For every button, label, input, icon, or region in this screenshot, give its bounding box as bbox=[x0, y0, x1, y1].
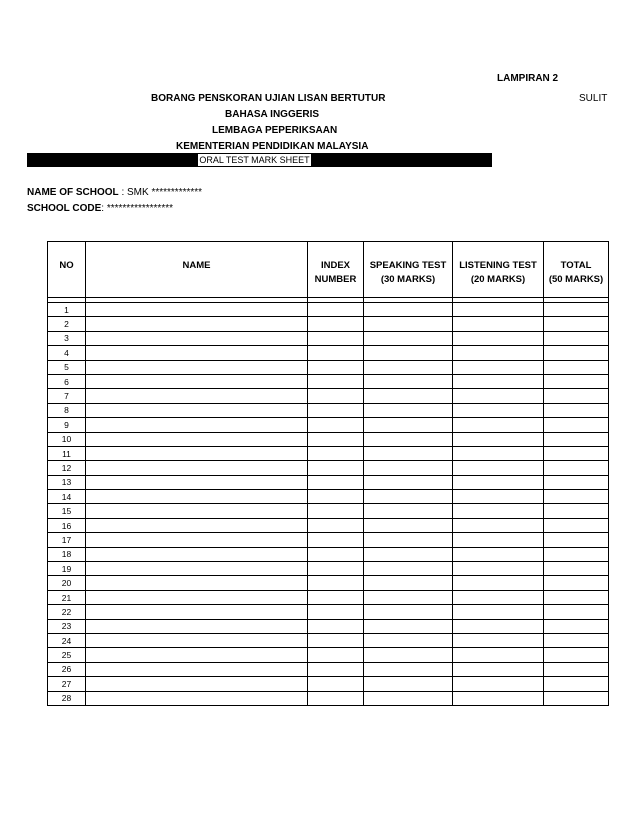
row-number: 11 bbox=[48, 446, 86, 460]
speaking-cell[interactable] bbox=[364, 490, 453, 504]
name-cell[interactable] bbox=[86, 475, 308, 489]
col-header-no: NO bbox=[48, 242, 86, 298]
board-title: LEMBAGA PEPERIKSAAN bbox=[212, 125, 338, 136]
index-cell[interactable] bbox=[308, 648, 364, 662]
listening-cell[interactable] bbox=[453, 346, 544, 360]
speaking-cell[interactable] bbox=[364, 576, 453, 590]
mark-sheet-table bbox=[47, 241, 609, 706]
listening-cell[interactable] bbox=[453, 303, 544, 317]
name-cell[interactable] bbox=[86, 677, 308, 691]
listening-cell[interactable] bbox=[453, 389, 544, 403]
index-cell[interactable] bbox=[308, 691, 364, 705]
speaking-cell[interactable] bbox=[364, 677, 453, 691]
row-number: 18 bbox=[48, 547, 86, 561]
speaking-cell[interactable] bbox=[364, 461, 453, 475]
table-row bbox=[48, 317, 609, 331]
name-cell[interactable] bbox=[86, 518, 308, 532]
table-row bbox=[48, 518, 609, 532]
table-row bbox=[48, 360, 609, 374]
mark-sheet-banner: ORAL TEST MARK SHEET bbox=[197, 153, 312, 167]
total-cell[interactable] bbox=[544, 346, 609, 360]
row-number: 19 bbox=[48, 562, 86, 576]
table-row bbox=[48, 648, 609, 662]
total-cell[interactable] bbox=[544, 605, 609, 619]
speaking-cell[interactable] bbox=[364, 403, 453, 417]
row-number: 24 bbox=[48, 633, 86, 647]
speaking-cell[interactable] bbox=[364, 374, 453, 388]
table-row bbox=[48, 475, 609, 489]
row-number: 14 bbox=[48, 490, 86, 504]
table-row bbox=[48, 662, 609, 676]
index-cell[interactable] bbox=[308, 677, 364, 691]
table-row bbox=[48, 633, 609, 647]
listening-cell[interactable] bbox=[453, 533, 544, 547]
total-cell[interactable] bbox=[544, 691, 609, 705]
total-cell[interactable] bbox=[544, 562, 609, 576]
table-row bbox=[48, 461, 609, 475]
listening-cell[interactable] bbox=[453, 633, 544, 647]
name-cell[interactable] bbox=[86, 590, 308, 604]
name-cell[interactable] bbox=[86, 303, 308, 317]
name-cell[interactable] bbox=[86, 374, 308, 388]
row-number: 12 bbox=[48, 461, 86, 475]
total-cell[interactable] bbox=[544, 533, 609, 547]
table-header-row bbox=[48, 242, 609, 298]
table-row bbox=[48, 389, 609, 403]
row-number: 13 bbox=[48, 475, 86, 489]
table-row bbox=[48, 533, 609, 547]
listening-cell[interactable] bbox=[453, 576, 544, 590]
index-cell[interactable] bbox=[308, 331, 364, 345]
speaking-cell[interactable] bbox=[364, 590, 453, 604]
index-cell[interactable] bbox=[308, 317, 364, 331]
speaking-cell[interactable] bbox=[364, 533, 453, 547]
total-cell[interactable] bbox=[544, 389, 609, 403]
total-cell[interactable] bbox=[544, 303, 609, 317]
table-row bbox=[48, 590, 609, 604]
row-number: 1 bbox=[48, 303, 86, 317]
speaking-cell[interactable] bbox=[364, 605, 453, 619]
listening-cell[interactable] bbox=[453, 562, 544, 576]
speaking-cell[interactable] bbox=[364, 346, 453, 360]
name-cell[interactable] bbox=[86, 691, 308, 705]
speaking-cell[interactable] bbox=[364, 432, 453, 446]
row-number: 6 bbox=[48, 374, 86, 388]
table-row bbox=[48, 576, 609, 590]
row-number: 20 bbox=[48, 576, 86, 590]
index-cell[interactable] bbox=[308, 518, 364, 532]
total-cell[interactable] bbox=[544, 331, 609, 345]
name-cell[interactable] bbox=[86, 360, 308, 374]
school-code-label: SCHOOL CODE bbox=[27, 203, 102, 214]
confidential-label: SULIT bbox=[579, 93, 608, 104]
form-title: BORANG PENSKORAN UJIAN LISAN BERTUTUR bbox=[151, 93, 386, 104]
total-cell[interactable] bbox=[544, 677, 609, 691]
row-number: 17 bbox=[48, 533, 86, 547]
row-number: 10 bbox=[48, 432, 86, 446]
listening-cell[interactable] bbox=[453, 461, 544, 475]
total-cell[interactable] bbox=[544, 619, 609, 633]
index-cell[interactable] bbox=[308, 418, 364, 432]
row-number: 8 bbox=[48, 403, 86, 417]
listening-cell[interactable] bbox=[453, 518, 544, 532]
name-cell[interactable] bbox=[86, 403, 308, 417]
listening-cell[interactable] bbox=[453, 605, 544, 619]
row-number: 16 bbox=[48, 518, 86, 532]
name-cell[interactable] bbox=[86, 633, 308, 647]
listening-cell[interactable] bbox=[453, 590, 544, 604]
speaking-cell[interactable] bbox=[364, 691, 453, 705]
index-cell[interactable] bbox=[308, 446, 364, 460]
table-row bbox=[48, 677, 609, 691]
row-number: 23 bbox=[48, 619, 86, 633]
row-number: 28 bbox=[48, 691, 86, 705]
school-code-line bbox=[27, 203, 173, 214]
name-cell[interactable] bbox=[86, 576, 308, 590]
table-row bbox=[48, 346, 609, 360]
school-name-label: NAME OF SCHOOL bbox=[27, 187, 119, 198]
row-number: 25 bbox=[48, 648, 86, 662]
name-cell[interactable] bbox=[86, 562, 308, 576]
name-cell[interactable] bbox=[86, 331, 308, 345]
index-cell[interactable] bbox=[308, 533, 364, 547]
total-cell[interactable] bbox=[544, 633, 609, 647]
table-row bbox=[48, 403, 609, 417]
col-header-listening: LISTENING TEST (20 MARKS) bbox=[453, 242, 544, 298]
speaking-cell[interactable] bbox=[364, 648, 453, 662]
total-cell[interactable] bbox=[544, 504, 609, 518]
speaking-cell[interactable] bbox=[364, 331, 453, 345]
index-cell[interactable] bbox=[308, 619, 364, 633]
name-cell[interactable] bbox=[86, 418, 308, 432]
ministry-title: KEMENTERIAN PENDIDIKAN MALAYSIA bbox=[176, 141, 369, 152]
index-cell[interactable] bbox=[308, 303, 364, 317]
listening-cell[interactable] bbox=[453, 360, 544, 374]
index-cell[interactable] bbox=[308, 576, 364, 590]
table-row bbox=[48, 303, 609, 317]
row-number: 21 bbox=[48, 590, 86, 604]
table-row bbox=[48, 504, 609, 518]
school-code-value: : ***************** bbox=[101, 203, 173, 214]
total-cell[interactable] bbox=[544, 432, 609, 446]
listening-cell[interactable] bbox=[453, 547, 544, 561]
listening-cell[interactable] bbox=[453, 662, 544, 676]
index-cell[interactable] bbox=[308, 432, 364, 446]
table-row bbox=[48, 562, 609, 576]
listening-cell[interactable] bbox=[453, 432, 544, 446]
listening-cell[interactable] bbox=[453, 446, 544, 460]
table-row bbox=[48, 432, 609, 446]
total-cell[interactable] bbox=[544, 518, 609, 532]
index-cell[interactable] bbox=[308, 360, 364, 374]
index-cell[interactable] bbox=[308, 475, 364, 489]
appendix-label: LAMPIRAN 2 bbox=[497, 73, 559, 84]
total-cell[interactable] bbox=[544, 490, 609, 504]
table-row bbox=[48, 605, 609, 619]
table-row bbox=[48, 418, 609, 432]
name-cell[interactable] bbox=[86, 490, 308, 504]
row-number: 4 bbox=[48, 346, 86, 360]
speaking-cell[interactable] bbox=[364, 360, 453, 374]
listening-cell[interactable] bbox=[453, 504, 544, 518]
speaking-cell[interactable] bbox=[364, 504, 453, 518]
index-cell[interactable] bbox=[308, 590, 364, 604]
row-number: 26 bbox=[48, 662, 86, 676]
name-cell[interactable] bbox=[86, 547, 308, 561]
index-cell[interactable] bbox=[308, 461, 364, 475]
index-cell[interactable] bbox=[308, 389, 364, 403]
row-number: 15 bbox=[48, 504, 86, 518]
name-cell[interactable] bbox=[86, 662, 308, 676]
table-row bbox=[48, 490, 609, 504]
total-cell[interactable] bbox=[544, 461, 609, 475]
speaking-cell[interactable] bbox=[364, 619, 453, 633]
total-cell[interactable] bbox=[544, 475, 609, 489]
speaking-cell[interactable] bbox=[364, 418, 453, 432]
index-cell[interactable] bbox=[308, 547, 364, 561]
row-number: 22 bbox=[48, 605, 86, 619]
total-cell[interactable] bbox=[544, 317, 609, 331]
total-cell[interactable] bbox=[544, 576, 609, 590]
listening-cell[interactable] bbox=[453, 418, 544, 432]
table-row bbox=[48, 331, 609, 345]
name-cell[interactable] bbox=[86, 389, 308, 403]
listening-cell[interactable] bbox=[453, 317, 544, 331]
listening-cell[interactable] bbox=[453, 677, 544, 691]
index-cell[interactable] bbox=[308, 562, 364, 576]
name-cell[interactable] bbox=[86, 504, 308, 518]
listening-cell[interactable] bbox=[453, 490, 544, 504]
total-cell[interactable] bbox=[544, 662, 609, 676]
listening-cell[interactable] bbox=[453, 403, 544, 417]
total-cell[interactable] bbox=[544, 374, 609, 388]
name-cell[interactable] bbox=[86, 346, 308, 360]
row-number: 5 bbox=[48, 360, 86, 374]
table-row bbox=[48, 547, 609, 561]
row-number: 7 bbox=[48, 389, 86, 403]
name-cell[interactable] bbox=[86, 446, 308, 460]
row-number: 3 bbox=[48, 331, 86, 345]
total-cell[interactable] bbox=[544, 590, 609, 604]
table-row bbox=[48, 619, 609, 633]
speaking-cell[interactable] bbox=[364, 475, 453, 489]
index-cell[interactable] bbox=[308, 490, 364, 504]
speaking-cell[interactable] bbox=[364, 633, 453, 647]
name-cell[interactable] bbox=[86, 533, 308, 547]
total-cell[interactable] bbox=[544, 547, 609, 561]
index-cell[interactable] bbox=[308, 374, 364, 388]
table-row bbox=[48, 691, 609, 705]
col-header-name: NAME bbox=[86, 242, 308, 298]
total-cell[interactable] bbox=[544, 360, 609, 374]
speaking-cell[interactable] bbox=[364, 562, 453, 576]
index-cell[interactable] bbox=[308, 504, 364, 518]
name-cell[interactable] bbox=[86, 648, 308, 662]
total-cell[interactable] bbox=[544, 446, 609, 460]
listening-cell[interactable] bbox=[453, 691, 544, 705]
speaking-cell[interactable] bbox=[364, 389, 453, 403]
table-row bbox=[48, 446, 609, 460]
name-cell[interactable] bbox=[86, 317, 308, 331]
col-header-total: TOTAL (50 MARKS) bbox=[544, 242, 609, 298]
name-cell[interactable] bbox=[86, 432, 308, 446]
index-cell[interactable] bbox=[308, 346, 364, 360]
speaking-cell[interactable] bbox=[364, 317, 453, 331]
total-cell[interactable] bbox=[544, 648, 609, 662]
index-cell[interactable] bbox=[308, 633, 364, 647]
index-cell[interactable] bbox=[308, 403, 364, 417]
name-cell[interactable] bbox=[86, 619, 308, 633]
listening-cell[interactable] bbox=[453, 619, 544, 633]
row-number: 9 bbox=[48, 418, 86, 432]
name-cell[interactable] bbox=[86, 461, 308, 475]
listening-cell[interactable] bbox=[453, 648, 544, 662]
speaking-cell[interactable] bbox=[364, 518, 453, 532]
speaking-cell[interactable] bbox=[364, 303, 453, 317]
col-header-speaking: SPEAKING TEST (30 MARKS) bbox=[364, 242, 453, 298]
index-cell[interactable] bbox=[308, 605, 364, 619]
subject-title: BAHASA INGGERIS bbox=[225, 109, 320, 120]
table-row bbox=[48, 374, 609, 388]
speaking-cell[interactable] bbox=[364, 446, 453, 460]
speaking-cell[interactable] bbox=[364, 662, 453, 676]
school-name-line bbox=[27, 187, 202, 198]
listening-cell[interactable] bbox=[453, 475, 544, 489]
row-number: 27 bbox=[48, 677, 86, 691]
school-name-value: : SMK ************* bbox=[118, 187, 203, 198]
listening-cell[interactable] bbox=[453, 374, 544, 388]
listening-cell[interactable] bbox=[453, 331, 544, 345]
name-cell[interactable] bbox=[86, 605, 308, 619]
index-cell[interactable] bbox=[308, 662, 364, 676]
total-cell[interactable] bbox=[544, 418, 609, 432]
col-header-index: INDEX NUMBER bbox=[308, 242, 364, 298]
total-cell[interactable] bbox=[544, 403, 609, 417]
row-number: 2 bbox=[48, 317, 86, 331]
speaking-cell[interactable] bbox=[364, 547, 453, 561]
